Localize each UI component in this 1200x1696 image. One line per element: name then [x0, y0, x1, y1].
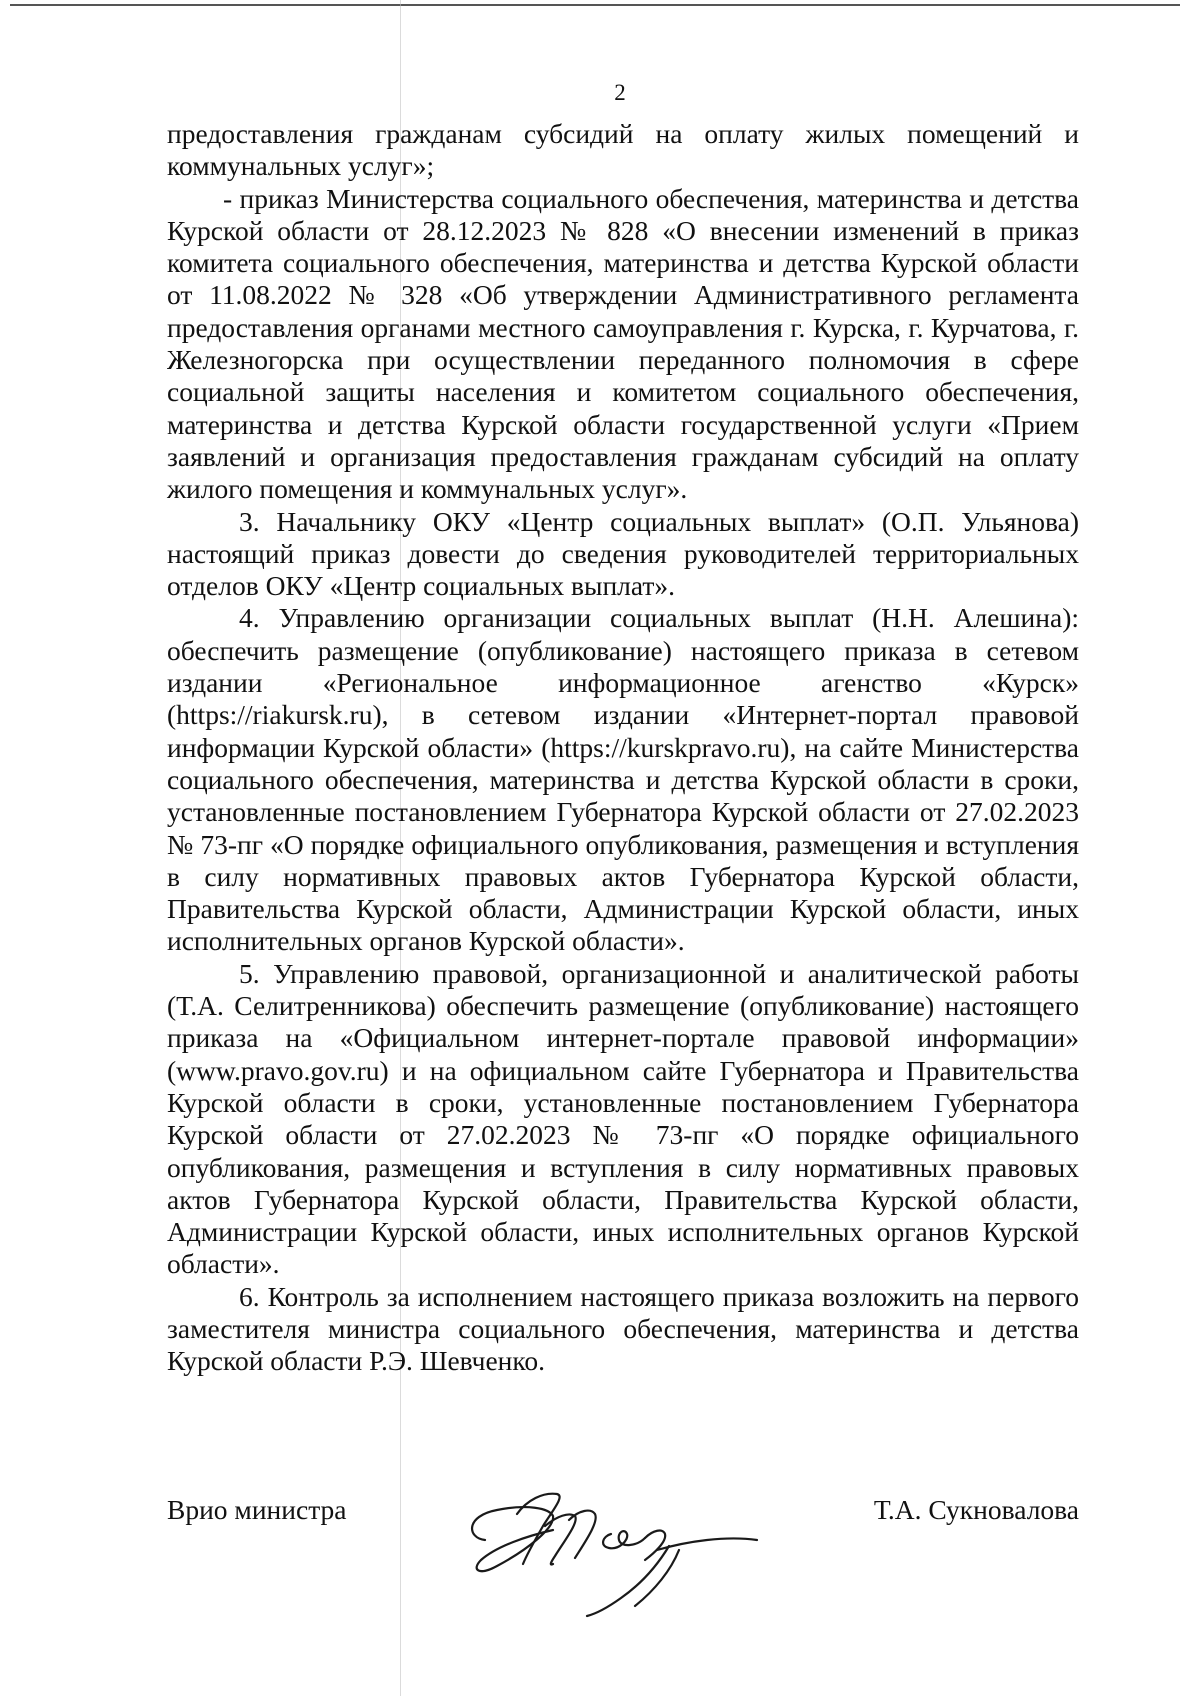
paragraph-item-4: 4. Управлению организации социальных выплат (Н.Н. Алешина): обеспечить размещение (опубликование) настоящего приказа в сетевом издании «Региональное информационное агенство «Курск» (https://riakursk.ru), в сетевом издании «Интернет-портал правовой информации Курской области» (https://kurskpravo.ru), на сайте Министерства социального обеспечения, материнства и детства Курской области в сроки, установленные постановлением Губернатора Курской области от 27.02.2023 № 73-пг «О порядке официального опубликования, размещения и вступления в силу нормативных правовых актов Губернатора Курской области, Правительства Курской области, Администрации Курской области, иных исполнительных органов Курской области».: [167, 602, 1079, 957]
page-number: 2: [614, 80, 626, 105]
paragraph-continuation: предоставления гражданам субсидий на оплату жилых помещений и коммунальных услуг»;: [167, 118, 1079, 182]
paragraph-item-3: 3. Начальнику ОКУ «Центр социальных выплат» (О.П. Ульянова) настоящий приказ довести до сведения руководителей территориальных отделов ОКУ «Центр социальных выплат».: [167, 505, 1079, 602]
signatory-name: Т.А. Сукновалова: [873, 1494, 1079, 1525]
paragraph-order-amendment: - приказ Министерства социального обеспечения, материнства и детства Курской области от 28.12.2023 № 828 «О внесении изменений в приказ комитета социального обеспечения, материнства и детства Курской области от 11.08.2022 № 328 «Об утверждении Административного регламента предоставления органами местного самоуправления г. Курска, г. Курчатова, г. Железногорска при осуществлении переданного полномочия в сфере социальной защиты населения и комитетом социального обеспечения, материнства и детства Курской области государственной услуги «Прием заявлений и организация предоставления гражданам субсидий на оплату жилого помещения и коммунальных услуг».: [167, 182, 1079, 505]
paragraph-item-6: 6. Контроль за исполнением настоящего приказа возложить на первого заместителя министра социального обеспечения, материнства и детства Курской области Р.Э. Шевченко.: [167, 1280, 1079, 1377]
top-border-line: [10, 4, 1180, 6]
paragraph-item-5: 5. Управлению правовой, организационной и аналитической работы (Т.А. Селитренникова) обеспечить размещение (опубликование) настоящего приказа на «Официальном интернет-портале правовой информации» (www.pravo.gov.ru) и на официальном сайте Губернатора и Правительства Курской области в сроки, установленные постановлением Губернатора Курской области от 27.02.2023 № 73-пг «О порядке официального опубликования, размещения и вступления в силу нормативных правовых актов Губернатора Курской области, Правительства Курской области, Администрации Курской области, иных исполнительных органов Курской области».: [167, 957, 1079, 1280]
document-body: [167, 118, 1079, 1378]
signature-block: [167, 1480, 1079, 1640]
handwritten-signature: [457, 1480, 777, 1630]
signatory-position: Врио министра: [167, 1494, 347, 1525]
